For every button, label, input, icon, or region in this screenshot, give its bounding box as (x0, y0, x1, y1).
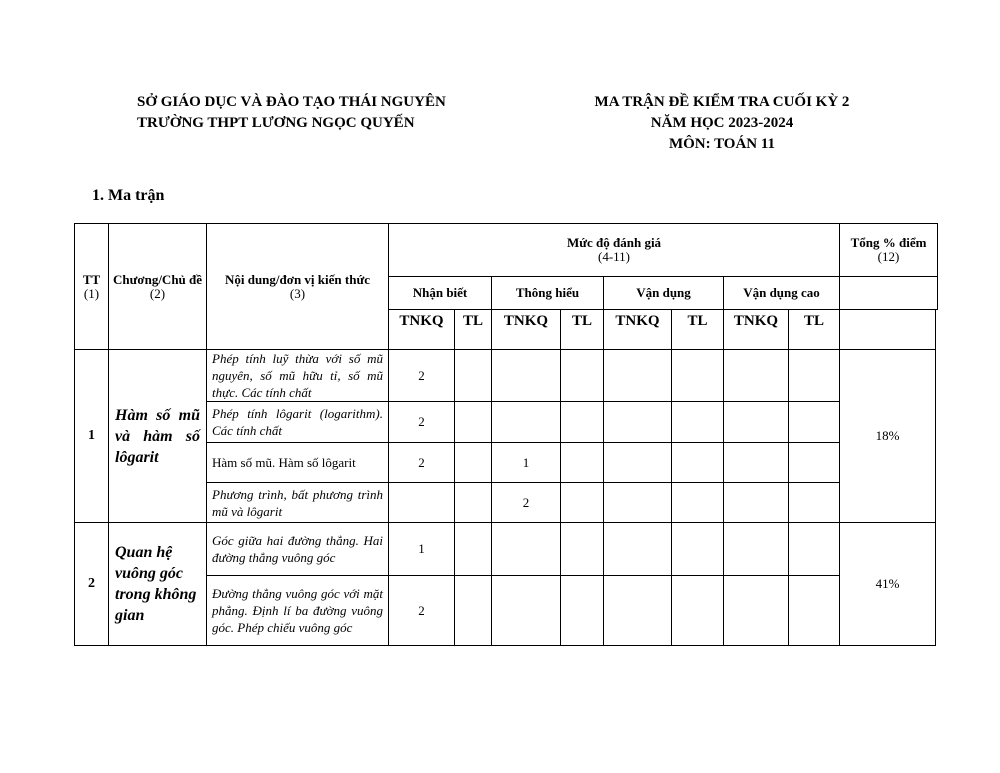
mark-value: 1 (418, 541, 425, 556)
header-chapter (108, 223, 207, 350)
knowledge-unit-text: Phép tính lôgarit (logarithm). Các tính chất (212, 406, 383, 438)
mark-cell (723, 442, 789, 483)
group-total-value: 18% (875, 428, 900, 443)
knowledge-unit (206, 522, 389, 576)
header-level-name: Vận dụng cao (743, 285, 820, 300)
knowledge-unit (206, 575, 389, 646)
mark-cell (671, 575, 724, 646)
mark-cell (560, 575, 604, 646)
mark-cell (671, 442, 724, 483)
mark-cell (723, 575, 789, 646)
department-name: SỞ GIÁO DỤC VÀ ĐÀO TẠO THÁI NGUYÊN (137, 94, 446, 110)
school-name: TRƯỜNG THPT LƯƠNG NGỌC QUYẾN (137, 115, 415, 131)
group-number: 1 (88, 428, 95, 443)
chapter-name: Quan hệ vuông góc trong không gian (115, 544, 197, 624)
knowledge-unit-text: Phương trình, bất phương trình mũ và lôgarit (212, 486, 383, 519)
mark-cell (788, 442, 840, 483)
header-subcol-tl (671, 309, 724, 350)
header-subcol-tl (560, 309, 604, 350)
mark-cell (491, 401, 561, 443)
mark-cell (388, 401, 455, 443)
mark-cell (603, 522, 672, 576)
mark-value: 2 (418, 602, 425, 618)
group-total (839, 349, 936, 523)
knowledge-unit-text: Hàm số mũ. Hàm số lôgarit (212, 455, 356, 470)
document-title: MA TRẬN ĐỀ KIỂM TRA CUỐI KỲ 2 (594, 94, 850, 110)
school-year: NĂM HỌC 2023-2024 (650, 115, 794, 131)
mark-cell (388, 349, 455, 402)
header-tt-label: TT (82, 271, 101, 287)
mark-cell (788, 575, 840, 646)
subcol-label: TL (687, 313, 708, 329)
header-subcol-tnkq (723, 309, 789, 350)
header-subcol-tl (788, 309, 840, 350)
header-content-number: (3) (289, 285, 306, 301)
knowledge-unit (206, 349, 389, 402)
mark-value: 2 (418, 454, 425, 470)
group-chapter (108, 522, 207, 646)
mark-cell (603, 349, 672, 402)
subcol-label: TNKQ (399, 313, 444, 329)
subcol-label: TL (803, 313, 824, 329)
header-total-number: (12) (877, 249, 900, 264)
mark-cell (491, 575, 561, 646)
school-header (137, 92, 446, 134)
subcol-label: TNKQ (733, 313, 779, 329)
mark-value: 2 (418, 414, 425, 429)
mark-value: 2 (418, 367, 425, 383)
subcol-label: TNKQ (503, 313, 549, 329)
mark-cell (671, 482, 724, 523)
mark-cell (454, 482, 492, 523)
mark-cell (454, 401, 492, 443)
mark-cell (560, 401, 604, 443)
group-tt (74, 349, 109, 523)
mark-cell (788, 349, 840, 402)
mark-cell (388, 442, 455, 483)
knowledge-unit-text: Đường thẳng vuông góc với mặt phẳng. Định lí ba đường vuông góc. Phép chiếu vuông góc (212, 586, 383, 635)
header-subcol-tnkq (603, 309, 672, 350)
group-tt (74, 522, 109, 646)
subcol-label: TL (571, 313, 592, 329)
header-chapter-number: (2) (149, 285, 166, 301)
mark-cell (454, 522, 492, 576)
mark-value: 2 (522, 494, 530, 510)
header-level-number: (4-11) (597, 249, 630, 264)
mark-cell (454, 442, 492, 483)
header-subcol-tl (454, 309, 492, 350)
knowledge-unit (206, 442, 389, 483)
mark-cell (560, 482, 604, 523)
chapter-name: Hàm số mũ và hàm số lôgarit (115, 406, 200, 466)
header-total-sub (839, 309, 936, 350)
mark-cell (491, 442, 561, 483)
mark-cell (788, 522, 840, 576)
mark-cell (788, 401, 840, 443)
subcol-label: TL (462, 313, 483, 329)
header-subcol-tnkq (491, 309, 561, 350)
mark-cell (560, 522, 604, 576)
header-content (206, 223, 389, 350)
mark-cell (723, 401, 789, 443)
mark-cell (560, 349, 604, 402)
header-subcol-tnkq (388, 309, 455, 350)
header-tt-number: (1) (83, 285, 100, 301)
knowledge-unit-text: Góc giữa hai đường thẳng. Hai đường thẳng vuông góc (212, 533, 383, 565)
header-level-4 (723, 276, 840, 310)
mark-cell (454, 575, 492, 646)
knowledge-unit (206, 401, 389, 443)
mark-cell (388, 482, 455, 523)
mark-cell (723, 522, 789, 576)
subject: MÔN: TOÁN 11 (668, 136, 776, 152)
group-chapter (108, 349, 207, 523)
header-level-name: Vận dụng (636, 285, 691, 300)
mark-cell (388, 522, 455, 576)
mark-cell (388, 575, 455, 646)
mark-cell (671, 349, 724, 402)
header-content-label: Nội dung/đơn vị kiến thức (224, 271, 371, 287)
mark-cell (603, 401, 672, 443)
group-number: 2 (88, 576, 95, 591)
header-level (388, 223, 840, 277)
header-level-label: Mức độ đánh giá (566, 235, 662, 250)
mark-cell (723, 482, 789, 523)
knowledge-unit-text: Phép tính luỹ thừa với số mũ nguyên, số mũ hữu tỉ, số mũ thực. Các tính chất (212, 351, 383, 400)
knowledge-unit (206, 482, 389, 523)
mark-cell (671, 522, 724, 576)
header-total-blank (839, 276, 938, 310)
header-level-name: Thông hiểu (515, 285, 580, 300)
mark-cell (788, 482, 840, 523)
mark-cell (603, 575, 672, 646)
header-tt (74, 223, 109, 350)
mark-cell (603, 442, 672, 483)
mark-cell (723, 349, 789, 402)
group-total (839, 522, 936, 646)
mark-cell (491, 349, 561, 402)
mark-cell (454, 349, 492, 402)
header-total (839, 223, 938, 277)
mark-cell (603, 482, 672, 523)
mark-value: 1 (522, 454, 530, 470)
mark-cell (560, 442, 604, 483)
header-level-3 (603, 276, 724, 310)
section-title: 1. Ma trận (92, 187, 165, 204)
header-total-label: Tổng % điểm (850, 235, 927, 250)
header-level-1 (388, 276, 492, 310)
mark-cell (491, 482, 561, 523)
exam-header (548, 92, 896, 155)
header-level-name: Nhận biết (412, 285, 468, 300)
mark-cell (671, 401, 724, 443)
group-total-value: 41% (875, 576, 900, 591)
header-chapter-label: Chương/Chủ đề (112, 271, 203, 287)
subcol-label: TNKQ (615, 313, 660, 329)
header-level-2 (491, 276, 604, 310)
mark-cell (491, 522, 561, 576)
